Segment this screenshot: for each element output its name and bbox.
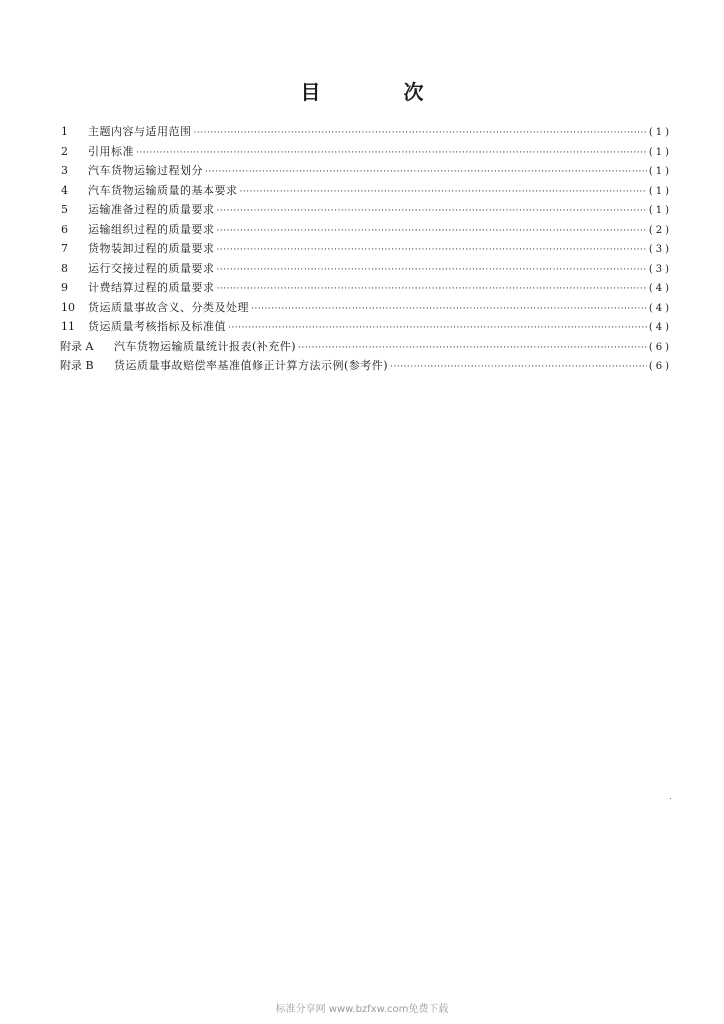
toc-leader-dots (217, 280, 647, 300)
toc-entry (58, 200, 672, 220)
toc-leader-dots (136, 144, 647, 164)
toc-entry-number: 附录 B (60, 359, 94, 372)
toc-entry (58, 239, 672, 259)
toc-entry-page: (6) (648, 341, 672, 353)
toc-leader-dots (205, 163, 647, 183)
toc-entry (58, 122, 672, 142)
toc-entry-title: 引用标准 (88, 144, 134, 158)
toc-entry-title: 汽车货物运输质量统计报表(补充件) (114, 339, 297, 353)
toc-entry-appendix (58, 356, 672, 376)
toc-leader-dots (251, 300, 647, 320)
toc-entry-number: 8 (61, 261, 68, 275)
toc-entry-title: 货运质量事故赔偿率基准值修正计算方法示例(参考件) (114, 359, 389, 372)
toc-entry-page: (1) (648, 205, 672, 216)
toc-entry-page: (4) (648, 283, 672, 294)
toc-entry-number: 11 (61, 320, 75, 333)
toc-entry (58, 220, 672, 240)
toc-entry (58, 142, 672, 162)
toc-leader-dots (217, 241, 647, 261)
toc-entry (58, 161, 672, 181)
toc-entry (58, 278, 672, 298)
toc-entry-page: (1) (648, 146, 672, 158)
toc-leader-dots (217, 222, 647, 242)
toc-entry-number: 4 (61, 183, 68, 197)
toc-entry-page: (6) (648, 361, 672, 372)
toc-entry-title: 汽车货物运输过程划分 (88, 164, 203, 177)
toc-leader-dots (217, 261, 647, 281)
toc-entry-page: (4) (648, 302, 672, 314)
toc-leader-dots (217, 202, 647, 222)
toc-entry-title: 计费结算过程的质量要求 (88, 281, 215, 294)
toc-entry-number: 3 (61, 164, 68, 177)
toc-entry-title: 汽车货物运输质量的基本要求 (88, 183, 238, 197)
toc-entry-page: (1) (648, 166, 672, 177)
toc-entry-page: (1) (648, 185, 672, 197)
toc-entry-number: 5 (61, 203, 68, 216)
toc-entry-number: 2 (61, 144, 68, 158)
page-title: 目 次 (300, 80, 462, 104)
toc-entry-number: 6 (61, 222, 68, 236)
toc-entry-page: (3) (648, 244, 672, 255)
toc-entry-title: 货运质量事故含义、分类及处理 (88, 300, 249, 314)
toc-entry (58, 181, 672, 201)
toc-leader-dots (194, 124, 647, 144)
toc-leader-dots (390, 358, 647, 378)
toc-entry-number: 附录 A (60, 339, 94, 353)
toc-entry-title: 货物装卸过程的质量要求 (88, 242, 215, 255)
toc-entry-page: (2) (648, 224, 672, 236)
toc-entry-number: 7 (61, 242, 68, 255)
toc-entry-number: 10 (61, 300, 75, 314)
toc-entry-page: (4) (648, 322, 672, 333)
toc-entry (58, 317, 672, 337)
toc-entry-title: 主题内容与适用范围 (88, 125, 192, 138)
toc-entry-title: 运输组织过程的质量要求 (88, 222, 215, 236)
toc-entry-page: (1) (648, 127, 672, 138)
toc-entry (58, 298, 672, 318)
watermark-footer: 标准分享网 www.bzfxw.com免费下载 (275, 1004, 449, 1015)
toc-entry-title: 运行交接过程的质量要求 (88, 261, 215, 275)
toc-entry (58, 259, 672, 279)
table-of-contents (58, 122, 672, 376)
toc-entry-title: 运输准备过程的质量要求 (88, 203, 215, 216)
toc-leader-dots (240, 183, 647, 203)
scan-speck (670, 798, 671, 799)
toc-entry-appendix (58, 337, 672, 357)
toc-entry-number: 1 (61, 125, 68, 138)
toc-entry-page: (3) (648, 263, 672, 275)
toc-entry-title: 货运质量考核指标及标准值 (88, 320, 226, 333)
toc-entry-number: 9 (61, 281, 68, 294)
